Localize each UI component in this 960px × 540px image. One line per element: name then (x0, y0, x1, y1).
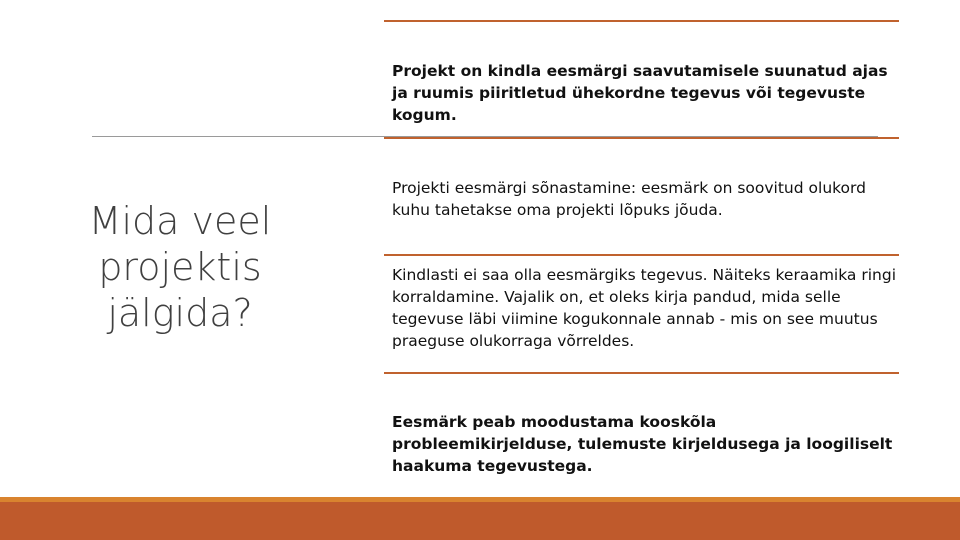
footer-bar (0, 497, 960, 540)
list-item-1: Projekt on kindla eesmärgi saavutamisele suunatud ajas ja ruumis piiritletud ühekordne tegevus või tegevuste kogum. (392, 62, 888, 124)
slide-title: Mida veel projektis jälgida? (88, 199, 272, 335)
item-divider (384, 20, 899, 22)
list-item-4: Eesmärk peab moodustama kooskõla probleemikirjelduse, tulemuste kirjeldusega ja loogiliselt haakuma tegevustega. (392, 413, 893, 475)
item-divider (384, 137, 899, 139)
list-item-2: Projekti eesmärgi sõnastamine: eesmärk on soovitud olukord kuhu tahetakse oma projekti lõpuks jõuda. (392, 179, 866, 219)
item-divider (384, 372, 899, 374)
footer-bar-highlight (0, 497, 960, 502)
list-item-3: Kindlasti ei saa olla eesmärgiks tegevus. Näiteks keraamika ringi korraldamine. Vajalik on, et oleks kirja pandud, mida selle tegevuse läbi viimine kogukonnale annab - mis on see muutus praeguse olukorraga võrreldes. (392, 266, 896, 350)
item-divider (384, 254, 899, 256)
